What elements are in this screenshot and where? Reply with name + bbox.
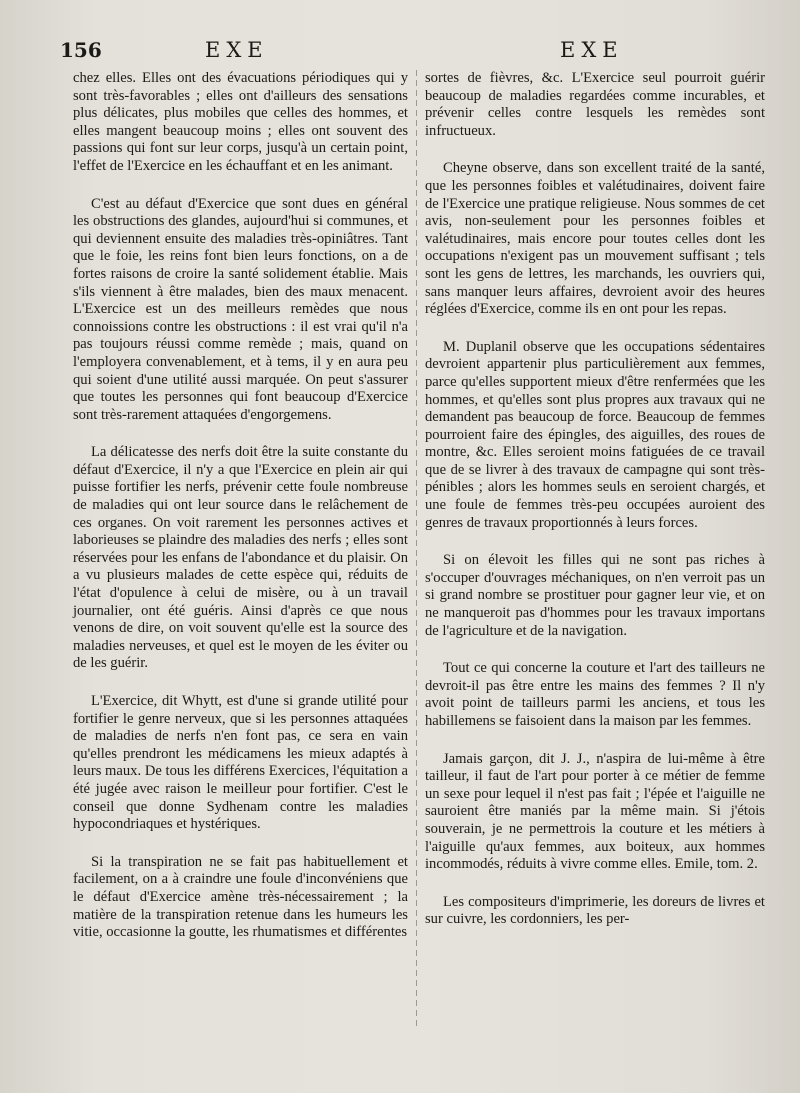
paragraph: chez elles. Elles ont des évacuations périodiques qui y sont très-favorables ; elles ont d'ailleurs des sensations plus délicates, plus mobiles que celles des hommes, et elles mangent beaucoup moins ; elles ont souvent des passions qui font sur leur corps, jusqu'à un certain point, l'effet de l'Exercice en les échauffant et en les animant. [73,70,408,174]
paragraph: L'Exercice, dit Whytt, est d'une si grande utilité pour fortifier le genre nerveux, que si les personnes attaquées de maladies de nerfs n'en font pas, ce sera en vain qu'elles prendront les médicamens les mieux adaptés à leurs maux. De tous les différens Exercices, l'équitation a été jugée avec raison le meilleur pour fortifier. C'est le conseil que donne Sydhenam contre les maladies hypocondriaques et hystériques. [73,693,408,833]
column-divider [416,70,417,1030]
paragraph: Tout ce qui concerne la couture et l'art des tailleurs ne devroit-il pas être entre les mains des femmes ? Il n'y avoit point de tailleurs parmi les anciens, et tous les habillemens se faisoient dans la maison par les femmes. [425,660,765,729]
left-column [73,70,408,962]
paragraph: Si on élevoit les filles qui ne sont pas riches à s'occuper d'ouvrages méchaniques, on n'en verroit pas un si grand nombre se prostituer pour gagner leur vie, et on ne manqueroit pas d'hommes pour les travaux importans de l'agriculture et de la navigation. [425,552,765,639]
paragraph: M. Duplanil observe que les occupations sédentaires devroient appartenir plus particulièrement aux femmes, parce qu'elles supportent mieux d'être renfermées que les hommes, et qu'elles sont plus propres aux travaux qui ne demandent pas beaucoup de force. Beaucoup de femmes pourroient faire des épingles, des aiguilles, des roues de montre, &c. Elles seroient moins fatiguées de ce travail que de se livrer à des travaux de campagne qui sont très-pénibles ; alors les hommes seuls en seroient chargés, et une foule de femmes très-peu occupées auroient des genres de travaux proportionnés à leurs forces. [425,338,765,531]
right-column [425,70,765,949]
running-head-left: EXE [205,38,269,62]
page-number: 156 [60,38,102,62]
running-head-right: EXE [560,38,624,62]
paragraph: Cheyne observe, dans son excellent traité de la santé, que les personnes foibles et valétudinaires, doivent faire de l'Exercice une pratique religieuse. Nous sommes de cet avis, non-seulement pour les personnes foibles et valétudinaires, mais encore pour toutes celles dont les occupations n'exigent pas un mouvement suffisant ; tels sont les gens de lettres, les marchands, les ouvriers qui, sans manquer leurs affaires, devroient avoir des heures réglées d'Exercice, comme ils en ont pour les repas. [425,160,765,318]
paragraph: Les compositeurs d'imprimerie, les doreurs de livres et sur cuivre, les cordonniers, les per- [425,893,765,928]
paragraph: Si la transpiration ne se fait pas habituellement et facilement, on a à craindre une foule d'inconvéniens que le défaut d'Exercice amène très-nécessairement ; la matière de la transpiration retenue dans les humeurs les vitie, occasionne la goutte, les rhumatismes et différentes [73,853,408,941]
paragraph: C'est au défaut d'Exercice que sont dues en général les obstructions des glandes, aujourd'hui si communes, et qui deviennent ensuite des maladies très-opiniâtres. Tant que le foie, les reins font bien leurs fonctions, on a de fortes raisons de croire la santé solidement établie. Mais s'ils viennent à être malades, bien des maux menacent. L'Exercice est un des meilleurs remèdes que nous connoissions contre les obstructions : il est vrai qu'il n'a pas toujours réussi comme remède ; mais, quand on l'employera convenablement, et à tems, il y en aura peu qui soient d'une utilité aussi marquée. On peut s'assurer que toutes les personnes qui font beaucoup d'Exercice sont très-rarement attaquées d'engorgemens. [73,195,408,423]
paragraph: Jamais garçon, dit J. J., n'aspira de lui-même à être tailleur, il faut de l'art pour porter à ce métier de femme un sexe pour lequel il n'est pas fait ; l'épée et l'aiguille ne sauroient être maniés par la même main. Si j'étois souverain, je ne permettrois la couture et les métiers à l'aiguille qu'aux femmes, aux boiteux, aux hommes incommodés, réduits à vivre comme elles. Emile, tom. 2. [425,750,765,873]
paragraph: sortes de fièvres, &c. L'Exercice seul pourroit guérir beaucoup de maladies regardées comme incurables, et prévenir celles contre lesquels les remèdes sont infructueux. [425,70,765,139]
paragraph: La délicatesse des nerfs doit être la suite constante du défaut d'Exercice, il n'y a que l'Exercice en plein air qui puisse fortifier les nerfs, prévenir cette foule nombreuse de maladies qui ont leur source dans le relâchement de ces organes. On voit rarement les personnes actives et laborieuses se plaindre des maladies des nerfs ; elles sont réservées pour les enfans de l'abondance et du plaisir. On a vu plusieurs malades de cette espèce qui, réduits de l'état d'opulence à celui de misère, ou à un travail journalier, ont été guéris. Ainsi d'après ce que nous venons de dire, on voit souvent qu'elle est la source des maladies nerveuses, et quel est le moyen de les éviter ou de les guérir. [73,444,408,672]
